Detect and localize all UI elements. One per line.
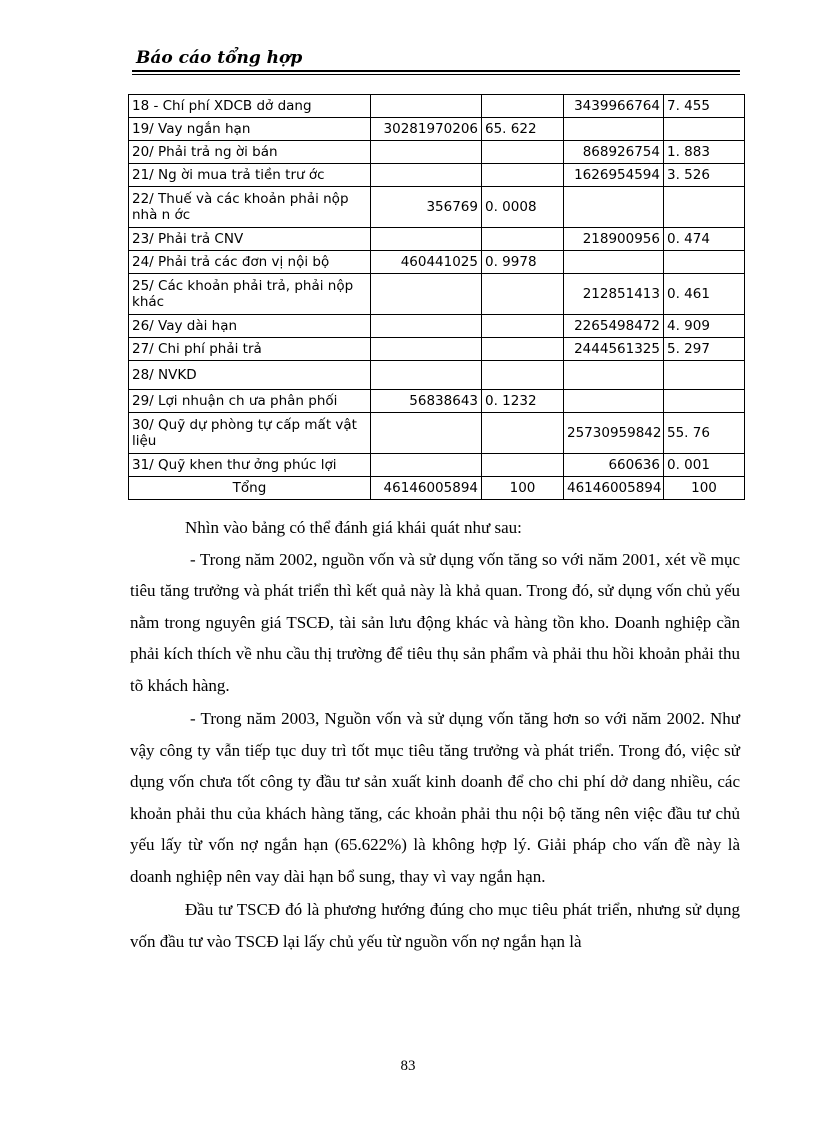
value-2003: 1626954594 (564, 164, 664, 187)
percent-2002: 65. 622 (482, 118, 564, 141)
row-label: 22/ Thuế và các khoản phải nộp nhà n ớc (129, 187, 371, 228)
percent-2003 (664, 187, 745, 228)
value-2003: 3439966764 (564, 95, 664, 118)
row-label: 18 - Chí phí XDCB dở dang (129, 95, 371, 118)
value-2002 (371, 164, 482, 187)
percent-2002 (482, 338, 564, 361)
report-header-title: Báo cáo tổng hợp (136, 48, 303, 68)
value-2002 (371, 413, 482, 454)
row-label: 23/ Phải trả CNV (129, 228, 371, 251)
value-2002 (371, 338, 482, 361)
percent-2003: 0. 461 (664, 274, 745, 315)
total-percent-2002: 100 (482, 477, 564, 500)
percent-2002 (482, 413, 564, 454)
row-label: 28/ NVKD (129, 361, 371, 390)
row-label: 21/ Ng ời mua trả tiền trư ớc (129, 164, 371, 187)
percent-2003 (664, 361, 745, 390)
percent-2003 (664, 251, 745, 274)
page-number: 83 (400, 1058, 416, 1074)
header-rule-thick (132, 70, 740, 72)
table-row (129, 413, 745, 454)
percent-2003: 7. 455 (664, 95, 745, 118)
row-label: 19/ Vay ngắn hạn (129, 118, 371, 141)
value-2003 (564, 390, 664, 413)
percent-2003 (664, 118, 745, 141)
total-label: Tổng (129, 477, 371, 500)
value-2003 (564, 361, 664, 390)
value-2003 (564, 251, 664, 274)
table-row (129, 118, 745, 141)
percent-2002 (482, 228, 564, 251)
percent-2002 (482, 274, 564, 315)
paragraph-2002: - Trong năm 2002, nguồn vốn và sử dụng vốn tăng so với năm 2001, xét về mục tiêu tăng trưởng và phát triển thì kết quả này là khả quan. Trong đó, sử dụng vốn chủ yếu nằm trong nguyên giá TSCĐ, tài sản lưu động khác và hàng tồn kho. Doanh nghiệp cần phải kích thích về nhu cầu thị trường để tiêu thụ sản phẩm và phải thu hồi khoản phải thu tõ khách hàng. (130, 549, 740, 695)
table-row (129, 164, 745, 187)
header-rule-thin (132, 74, 740, 75)
value-2002 (371, 274, 482, 315)
table-row (129, 338, 745, 361)
value-2002 (371, 95, 482, 118)
percent-2003 (664, 390, 745, 413)
table-row (129, 361, 745, 390)
percent-2003: 3. 526 (664, 164, 745, 187)
value-2003: 2265498472 (564, 315, 664, 338)
total-percent-2003: 100 (664, 477, 745, 500)
table-row (129, 187, 745, 228)
value-2003: 868926754 (564, 141, 664, 164)
intro-paragraph: Nhìn vào bảng có thể đánh giá khái quát như sau: (185, 518, 522, 537)
value-2002: 56838643 (371, 390, 482, 413)
analysis-text (130, 512, 740, 957)
percent-2003: 0. 474 (664, 228, 745, 251)
table-row (129, 228, 745, 251)
value-2003: 25730959842 (564, 413, 664, 454)
table-row (129, 454, 745, 477)
value-2002: 356769 (371, 187, 482, 228)
value-2002: 460441025 (371, 251, 482, 274)
table-row (129, 141, 745, 164)
value-2003: 212851413 (564, 274, 664, 315)
value-2003: 2444561325 (564, 338, 664, 361)
percent-2002 (482, 361, 564, 390)
value-2003 (564, 187, 664, 228)
value-2002 (371, 228, 482, 251)
value-2002 (371, 361, 482, 390)
paragraph-tscd: Đầu tư TSCĐ đó là phương hướng đúng cho mục tiêu phát triển, nhưng sử dụng vốn đầu tư vào TSCĐ lại lấy chủ yếu từ nguồn vốn nợ ngắn hạn là (130, 900, 740, 951)
row-label: 30/ Quỹ dự phòng tự cấp mất vật liệu (129, 413, 371, 454)
row-label: 20/ Phải trả ng ời bán (129, 141, 371, 164)
percent-2002 (482, 141, 564, 164)
table-row (129, 95, 745, 118)
value-2002 (371, 454, 482, 477)
total-value-2002: 46146005894 (371, 477, 482, 500)
row-label: 25/ Các khoản phải trả, phải nộp khác (129, 274, 371, 315)
percent-2002: 0. 1232 (482, 390, 564, 413)
row-label: 29/ Lợi nhuận ch ưa phân phối (129, 390, 371, 413)
row-label: 26/ Vay dài hạn (129, 315, 371, 338)
percent-2002: 0. 9978 (482, 251, 564, 274)
value-2002 (371, 315, 482, 338)
percent-2002 (482, 95, 564, 118)
value-2003: 660636 (564, 454, 664, 477)
percent-2003: 5. 297 (664, 338, 745, 361)
value-2003: 218900956 (564, 228, 664, 251)
percent-2003: 1. 883 (664, 141, 745, 164)
percent-2003: 0. 001 (664, 454, 745, 477)
row-label: 31/ Quỹ khen thư ởng phúc lợi (129, 454, 371, 477)
percent-2003: 4. 909 (664, 315, 745, 338)
value-2002: 30281970206 (371, 118, 482, 141)
table-total-row (129, 477, 745, 500)
table-row (129, 274, 745, 315)
percent-2002 (482, 315, 564, 338)
table-row (129, 390, 745, 413)
table-row (129, 315, 745, 338)
paragraph-2003: - Trong năm 2003, Nguồn vốn và sử dụng vốn tăng hơn so với năm 2002. Như vậy công ty vẫn tiếp tục duy trì tốt mục tiêu tăng trưởng và phát triển. Trong đó, việc sử dụng vốn chưa tốt công ty đầu tư sản xuất kinh doanh để cho chi phí dở dang nhiều, các khoản phải thu của khách hàng tăng, các khoản phải thu nội bộ tăng nên việc đầu tư chủ yếu lấy từ vốn nợ ngắn hạn (65.622%) là không hợp lý. Giải pháp cho vấn đề này là doanh nghiệp nên vay dài hạn bổ sung, thay vì vay ngắn hạn. (130, 709, 740, 886)
total-value-2003: 46146005894 (564, 477, 664, 500)
percent-2002: 0. 0008 (482, 187, 564, 228)
row-label: 24/ Phải trả các đơn vị nội bộ (129, 251, 371, 274)
value-2002 (371, 141, 482, 164)
percent-2003: 55. 76 (664, 413, 745, 454)
row-label: 27/ Chi phí phải trả (129, 338, 371, 361)
value-2003 (564, 118, 664, 141)
table-row (129, 251, 745, 274)
percent-2002 (482, 454, 564, 477)
percent-2002 (482, 164, 564, 187)
capital-sources-table (128, 94, 745, 500)
